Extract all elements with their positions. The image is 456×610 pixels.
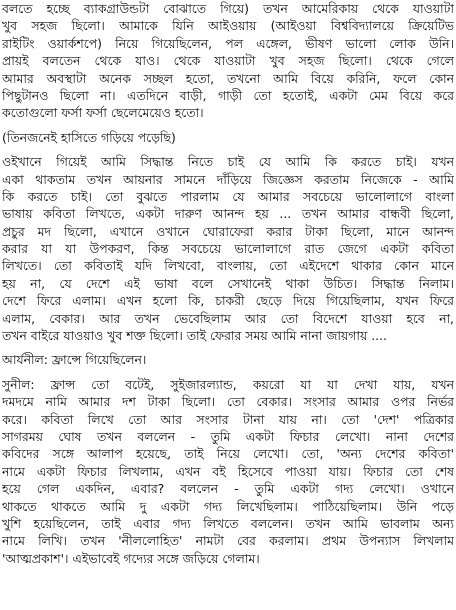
text-line: কি করতে চাই। তো বুঝতে পারলাম যে আমার সবচেয়ে ভালোলাগে বাংলা [2, 188, 454, 204]
text-line: প্রায়ই বলতেন থেকে যাও। থেকে যাওয়াটা খুব সহজ ছিলো। থেকে গেলে [2, 53, 454, 69]
paragraph-gap [2, 122, 454, 129]
text-line: নামে লিখি। তখন 'নীললোহিত' নামটা বের করলাম। প্রথম উপন্যাস লিখলাম [2, 533, 454, 549]
text-line: বলতে হচ্ছে ব্যাকগ্রাউন্ডটা বোঝাতে গিয়ে) তখন আমেরিকায় থেকে যাওয়াটা [2, 1, 454, 16]
text-line: নামে একটা ফিচার লিখলাম, এখন বই হিসেবে পাওয়া যায়। ফিচার তো শেষ [2, 463, 454, 479]
text-line: দমদমে নামি আমার দশ টাকা ছিলো। তো বেকার। সংসার আমার ওপর নির্ভর [2, 394, 454, 410]
paragraph-aryanil [2, 351, 454, 368]
text-line: সাগরময় ঘোষ তখন বললেন - তুমি একটা ফিচার লেখো। নানা দেশের [2, 428, 454, 444]
text-line: প্রচুর মদ ছিলো, এখানে ওখানে ঘোরাফেরা করার টাকা ছিলো, মানে আনন্দ [2, 223, 454, 239]
paragraph-gap [2, 344, 454, 351]
paragraph-america [2, 0, 454, 122]
text-line: রাইটিং ওয়ার্কশপে) নিয়ে গিয়েছিলেন, পল এঙ্গেল, ভীষণ ভালো লোক উনি। [2, 35, 454, 51]
text-line: ওইখানে গিয়েই আমি সিদ্ধান্ত নিতে চাই যে আমি কি করতে চাই। যখন [2, 154, 454, 170]
text-line: দেশে ফিরে এলাম। এখন হলো কি, চাকরী ছেড়ে দিয়ে গিয়েছিলাম, যখন ফিরে [2, 293, 454, 309]
text-line: করার যা যা উপকরণ, কিন্ত সবচেয়ে ভালোলাগে রাত জেগে একটা কবিতা [2, 241, 454, 257]
text-line: 'আত্মপ্রকাশ'। এইভাবেই গদ্যের সঙ্গে জড়িয়ে গেলাম। [2, 550, 260, 566]
text-line: কতোগুলো ফর্সা ফর্সা ছেলেমেয়েও হতো। [2, 105, 204, 121]
text-line: করে। কবিতা লিখে তো আর সংসার টানা যায় না। তো 'দেশ' পত্রিকার [2, 411, 454, 427]
paragraph-gap [2, 369, 454, 376]
paragraph-decision [2, 153, 454, 344]
paragraph-sunil [2, 376, 454, 567]
text-line: খুশি হয়েছিলেন, তাই এবার গদ্য লিখতে বললেন। তখন আমি ভাবলাম অন্য [2, 515, 454, 531]
paragraph-laughter-note [2, 129, 454, 146]
text-line: সুনীল: ফ্রান্স তো বটেই, সুইজারল্যান্ড, কয়রো যা যা দেখা যায়, যখন [2, 376, 454, 392]
text-line: ভাষায় কবিতা লিখতে, একটা দারুণ আনন্দ হয় ... তখন আমার বান্ধবী ছিলো, [2, 206, 454, 222]
text-line: তখন বাইরে যাওয়াও খুব শক্ত ছিলো। তাই ফেরার সময় আমি নানা জায়গায় .... [2, 328, 387, 344]
text-line: হয় না, যে দেশে এই ভাষা বলে সেখানেই থাকা উচিত। সিদ্ধান্ত নিলাম। [2, 275, 454, 291]
text-line: আমার অবস্থাটা অনেক সচ্ছল হতো, তখনো আমি বিয়ে করিনি, ফলে কোন [2, 70, 454, 86]
text-line: লিখতে। তো কবিতাই যদি লিখবো, বাংলায়, তো এইদেশে থাকার কোন মানে [2, 258, 454, 274]
text-line: একা থাকতাম তখন আয়নার সামনে দাঁড়িয়ে জিজ্ঞেস করতাম নিজেকে - আমি [2, 171, 454, 187]
text-line: আর্যনীল: ফ্রান্সে গিয়েছিলেন। [2, 352, 147, 368]
text-line: থাকতে থাকতে আমি দু একটা গদ্য লিখেছিলাম। পাঠিয়েছিলাম। উনি পড়ে [2, 498, 454, 514]
text-line: এলাম, বেকার। আর তখন ভেবেছিলাম আর তো বিদেশে যাওয়া হবে না, [2, 310, 454, 326]
text-line: কবিদের সঙ্গে আলাপ হয়েছে, তাই নিয়ে লেখো। তো, 'অন্য দেশের কবিতা' [2, 446, 454, 462]
text-line: খুব সহজ ছিলো। আমাকে যিনি আইওয়ায় (আইওয়া বিশ্ববিদ্যালয়ে ক্রিয়েটিভ [2, 18, 454, 34]
paragraph-gap [2, 146, 454, 153]
text-line: হয়ে গেল একদিন, এবার? বললেন - তুমি একটা গদ্য লেখো। ওখানে [2, 481, 454, 497]
text-line: (তিনজনেই হাসিতে গড়িয়ে পড়েছি) [2, 129, 176, 145]
text-line: পিছুটানও ছিলো না। এতদিনে বাড়ী, গাড়ী তো হতোই, একটা মেম বিয়ে করে [2, 87, 454, 103]
